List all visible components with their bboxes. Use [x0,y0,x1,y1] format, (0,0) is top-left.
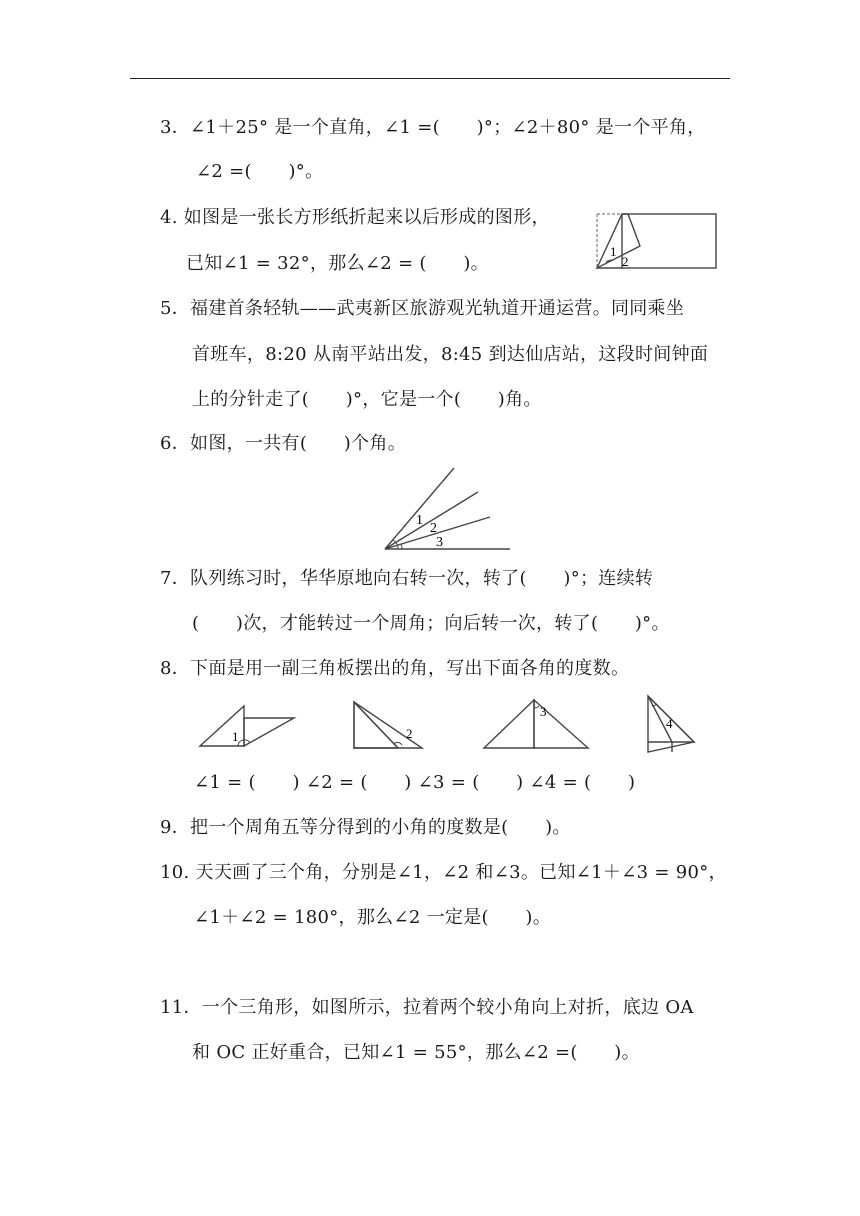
q8-fig-angle-2 [350,700,426,756]
q8-fig-label-2: 2 [406,726,413,741]
q6-line1: 6．如图，一共有( )个角。 [160,433,406,454]
q10-line1: 10. 天天画了三个角，分别是∠1，∠2 和∠3。已知∠1＋∠3 = 90°， [160,862,727,883]
q6-fig-label-1: 1 [416,513,423,528]
q4-line2: 已知∠1 = 32°，那么∠2 = ( )。 [186,253,489,274]
q8-fig-label-4: 4 [666,716,673,731]
q8-fig-label-1: 1 [232,729,239,744]
q3-line2: ∠2 =( )°。 [196,161,324,182]
q6-angles-figure [380,464,516,560]
q4-fig-label-1: 1 [610,244,617,259]
q6-fig-label-3: 3 [436,535,443,550]
q8-fig-angle-1 [196,702,298,754]
q4-fig-label-2: 2 [622,254,629,269]
q7-line2: ( )次，才能转过一个周角；向后转一次，转了( )°。 [192,613,670,634]
q5-line1: 5．福建首条轻轨——武夷新区旅游观光轨道开通运营。同同乘坐 [160,298,685,319]
header-rule [130,78,730,79]
q8-fig-angle-4 [644,692,700,758]
q8-fig-angle-3 [480,696,592,756]
q11-line2: 和 OC 正好重合，已知∠1 = 55°，那么∠2 =( )。 [192,1042,640,1063]
q8-line1: 8．下面是用一副三角板摆出的角，写出下面各角的度数。 [160,658,630,679]
q11-line1: 11．一个三角形，如图所示，拉着两个较小角向上对折，底边 OA [160,997,694,1018]
q9-line1: 9．把一个周角五等分得到的小角的度数是( )。 [160,817,571,838]
q5-line2: 首班车，8:20 从南平站出发，8:45 到达仙店站，这段时间钟面 [192,344,709,365]
q3-line1: 3．∠1＋25° 是一个直角，∠1 =( )°；∠2＋80° 是一个平角， [160,117,706,138]
q10-line2: ∠1＋∠2 = 180°，那么∠2 一定是( )。 [194,907,552,928]
q4-folded-paper-figure [594,210,720,276]
q4-line1: 4. 如图是一张长方形纸折起来以后形成的图形， [160,207,550,228]
q6-fig-label-2: 2 [430,521,437,536]
q8-answers: ∠1 = ( ) ∠2 = ( ) ∠3 = ( ) ∠4 = ( ) [194,772,636,793]
q8-fig-label-3: 3 [540,704,547,719]
q5-line3: 上的分针走了( )°，它是一个( )角。 [192,389,542,410]
q7-line1: 7．队列练习时，华华原地向右转一次，转了( )°；连续转 [160,568,654,589]
